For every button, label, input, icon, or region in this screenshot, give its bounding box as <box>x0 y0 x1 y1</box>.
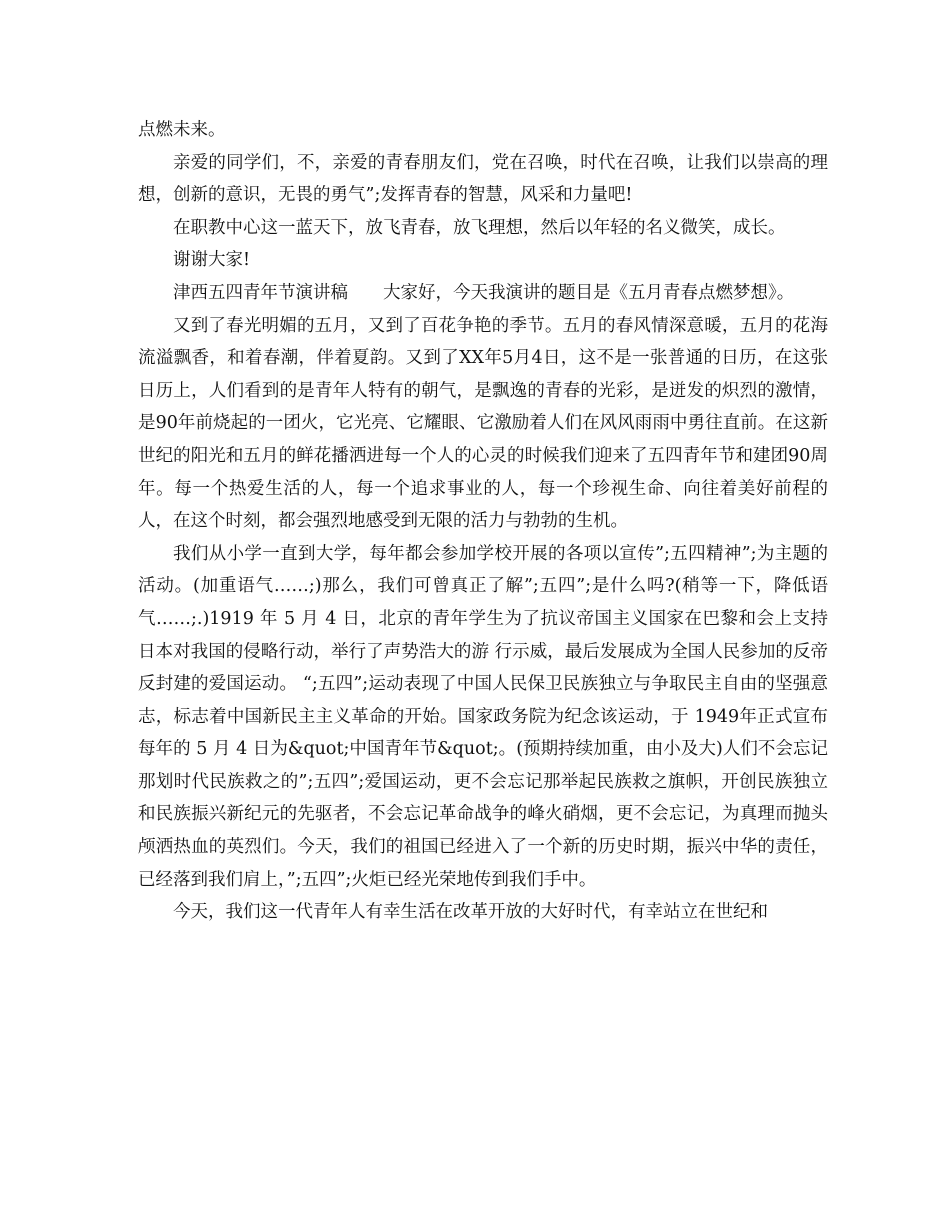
paragraph-call-to-youth: 亲爱的同学们，不，亲爱的青春朋友们，党在召唤，时代在召唤，让我们以崇高的理想，创新的意识，无畏的勇气”;发挥青春的智慧，风采和力量吧! <box>138 152 828 206</box>
paragraph-speech-title: 津西五四青年节演讲稿 大家好，今天我演讲的题目是《五月青春点燃梦想》。 <box>173 282 795 303</box>
document-body <box>138 114 828 929</box>
paragraph-closing-line: 点燃未来。 <box>138 120 226 140</box>
paragraph-may-fourth-history: 我们从小学一直到大学，每年都会参加学校开展的各项以宣传”;五四精神”;为主题的活动。(加重语气……;)那么，我们可曾真正了解”;五四”;是什么吗?(稍等一下，降低语气……;.)1919 年 5 月 4 日，北京的青年学生为了抗议帝国主义国家在巴黎和会上支持日本对我国的侵略行动，举行了声势浩大的游 行示威，最后发展成为全国人民参加的反帝反封建的爱国运动。 “;五四”;运动表现了中国人民保卫民族独立与争取民主自由的坚强意志，标志着中国新民主主义革命的开始。国家政务院为纪念该运动，于 1949年正式宣布每年的 5 月 4 日为&quot;中国青年节&quot;。(预期持续加重，由小及大)人们不会忘记那划时代民族救之的”;五四”;爱国运动，更不会忘记那举起民族救之旗帜，开创民族独立和民族振兴新纪元的先驱者，不会忘记革命战争的峰火硝烟，更不会忘记，为真理而抛头颅洒热血的英烈们。今天，我们的祖国已经进入了一个新的历史时期，振兴中华的责任，已经落到我们肩上，”;五四”;火炬已经光荣地传到我们手中。 <box>138 543 828 890</box>
paragraph-may-season: 又到了春光明媚的五月，又到了百花争艳的季节。五月的春风情深意暖，五月的花海流溢飘香，和着春潮，伴着夏韵。又到了XX年5月4日，这不是一张普通的日历，在这张日历上，人们看到的是青年人特有的朝气，是飘逸的青春的光彩，是迸发的炽烈的激情，是90年前烧起的一团火，它光亮、它耀眼、它激励着人们在风风雨雨中勇往直前。在这新世纪的阳光和五月的鲜花播洒进每一个人的心灵的时候我们迎来了五四青年节和建团90周年。每一个热爱生活的人，每一个追求事业的人，每一个珍视生命、向往着美好前程的人，在这个时刻，都会强烈地感受到无限的活力与勃勃的生机。 <box>138 315 828 532</box>
paragraph-fly-youth: 在职教中心这一蓝天下，放飞青春，放飞理想，然后以年轻的名义微笑，成长。 <box>173 217 786 238</box>
paragraph-our-generation: 今天，我们这一代青年人有幸生活在改革开放的大好时代，有幸站立在世纪和 <box>173 902 768 923</box>
paragraph-thanks: 谢谢大家! <box>173 250 251 271</box>
